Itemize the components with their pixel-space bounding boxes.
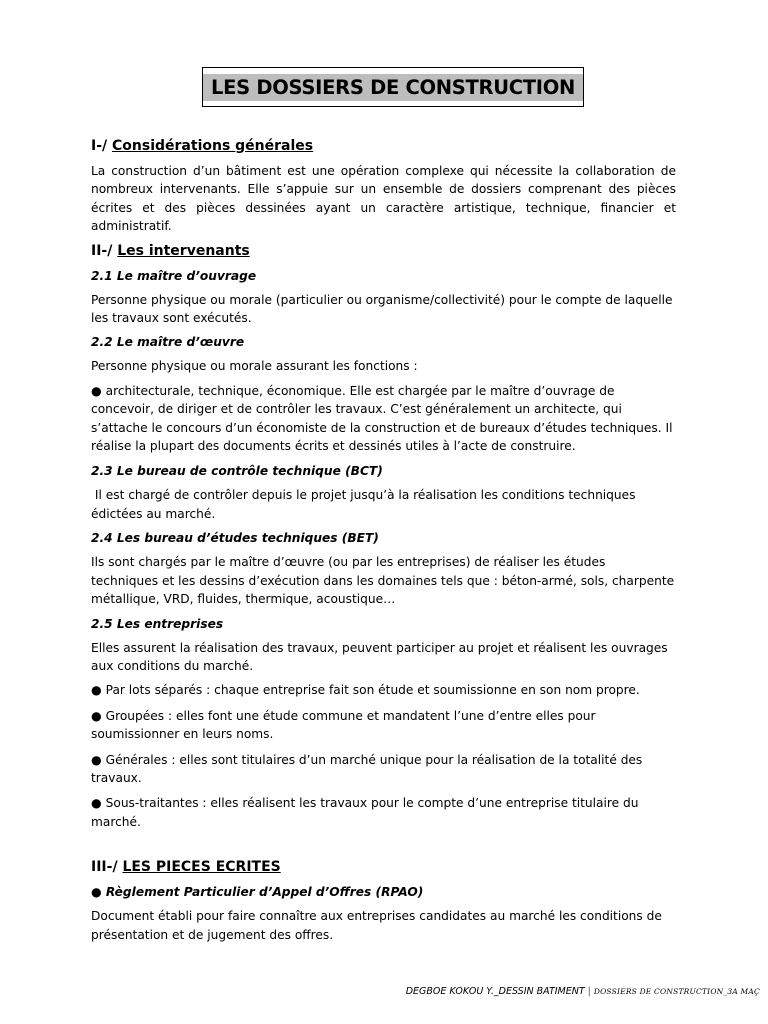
list-item-text: Sous-traitantes : elles réalisent les travaux pour le compte d’une entreprise titulaire du marché.	[91, 796, 639, 829]
section-2-heading	[91, 242, 676, 260]
footer-document: DOSSIERS DE CONSTRUCTION_3A MAÇ	[593, 987, 760, 996]
list-item	[91, 794, 676, 831]
document-body	[91, 137, 676, 950]
bullet-icon: ●	[91, 683, 102, 698]
section-1-number: I-/	[91, 138, 108, 154]
page-title: LES DOSSIERS DE CONSTRUCTION	[203, 74, 583, 101]
list-item-text: Par lots séparés : chaque entreprise fait son étude et soumissionne en son nom propre.	[105, 683, 640, 698]
bullet-icon: ●	[91, 885, 102, 900]
bullet-text: architecturale, technique, économique. Elle est chargée par le maître d’ouvrage de concevoir, de diriger et de contrôler les travaux. C’est généralement un architecte, qui s’attache le concours d’un économiste de la construction et de bureaux d’études techniques. Il réalise la plupart des documents écrits et dessinés utiles à l’acte de construire.	[91, 383, 673, 454]
section-1-paragraph: La construction d’un bâtiment est une opération complexe qui nécessite la collaboration de nombreux intervenants. Elle s’appuie sur un ensemble de dossiers comprenant des pièces écrites et des pièces dessinées ayant un caractère artistique, technique, financier et administratif.	[91, 164, 676, 234]
subsection-2-2-title: 2.2 Le maître d’œuvre	[91, 335, 245, 350]
section-2-title: Les intervenants	[117, 242, 250, 259]
subsection-2-2-paragraph: Personne physique ou morale assurant les fonctions :	[91, 359, 418, 374]
list-item-text: Groupées : elles font une étude commune et mandatent l’une d’entre elles pour soumissionner en leurs noms.	[91, 708, 596, 742]
section-1-title: Considérations générales	[112, 138, 314, 154]
subsection-2-5-paragraph: Elles assurent la réalisation des travaux, peuvent participer au projet et réalisent les ouvrages aux conditions du marché.	[91, 640, 668, 673]
page-footer	[406, 986, 760, 997]
section-3-title: LES PIECES ECRITES	[122, 859, 281, 876]
subsection-2-5-title: 2.5 Les entreprises	[91, 616, 224, 631]
footer-author: DEGBOE KOKOU Y._DESSIN BATIMENT	[405, 986, 585, 997]
list-item	[91, 751, 676, 788]
section-1-heading	[91, 137, 676, 155]
list-item	[91, 707, 676, 744]
rpao-title	[91, 883, 676, 901]
subsection-2-3-paragraph: Il est chargé de contrôler depuis le projet jusqu’à la réalisation les conditions techniques édictées au marché.	[91, 488, 640, 521]
spacer	[91, 838, 676, 858]
list-item	[91, 681, 676, 699]
subsection-2-3-title: 2.3 Le bureau de contrôle technique (BCT)	[91, 464, 383, 479]
rpao-paragraph: Document établi pour faire connaître aux entreprises candidates au marché les conditions de présentation et de jugement des offres.	[91, 909, 662, 942]
subsection-2-4-paragraph: Ils sont chargés par le maître d’œuvre (ou par les entreprises) de réaliser les études techniques et les dessins d’exécution dans les domaines tels que : béton-armé, sols, charpente métallique, VRD, fluides, thermique, acoustique…	[91, 555, 675, 607]
section-2-number: II-/	[91, 242, 113, 259]
list-item-text: Générales : elles sont titulaires d’un marché unique pour la réalisation de la totalité des travaux.	[91, 752, 643, 785]
section-3-number: III-/	[91, 859, 118, 876]
bullet-icon: ●	[91, 796, 102, 811]
subsection-2-2-bullet	[91, 382, 676, 456]
section-3-heading	[91, 858, 676, 876]
footer-separator: |	[587, 986, 591, 997]
rpao-title-text: Règlement Particulier d’Appel d’Offres (RPAO)	[105, 885, 424, 900]
subsection-2-1-paragraph: Personne physique ou morale (particulier ou organisme/collectivité) pour le compte de laquelle les travaux sont exécutés.	[91, 292, 673, 326]
title-box	[202, 67, 584, 107]
bullet-icon: ●	[91, 383, 102, 398]
bullet-icon: ●	[91, 708, 102, 723]
subsection-2-1-title: 2.1 Le maître d’ouvrage	[91, 268, 257, 283]
bullet-icon: ●	[91, 752, 102, 767]
subsection-2-4-title: 2.4 Les bureau d’études techniques (BET)	[91, 531, 379, 546]
